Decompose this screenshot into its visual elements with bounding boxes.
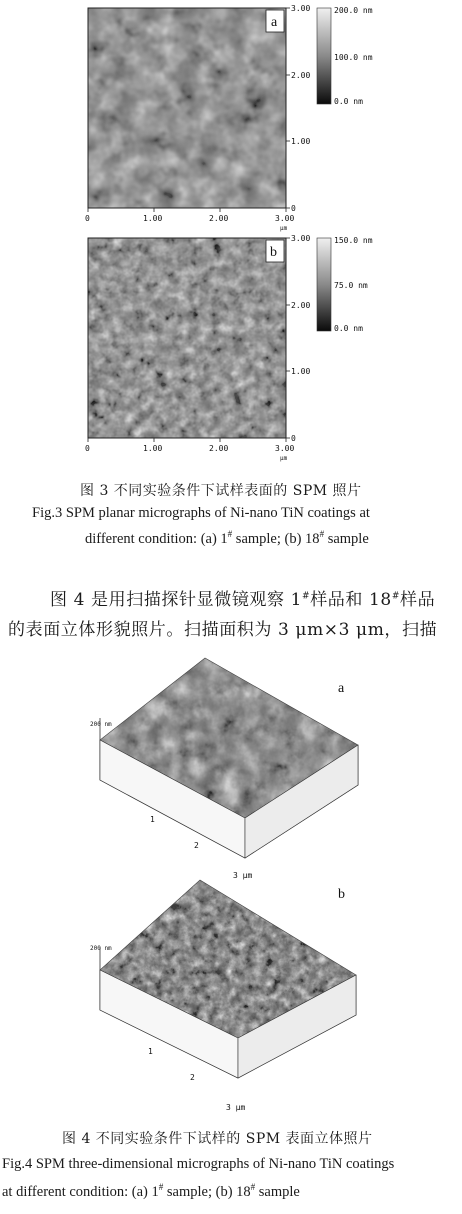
fig3a-y-tick-3: 3.00 [291, 4, 311, 13]
fig4b-axis-tick-1: 1 [148, 1047, 153, 1056]
fig3b-x-tick-3: 3.00 [275, 444, 295, 453]
fig3a-x-tick-0: 0 [85, 214, 90, 223]
fig4a-axis-tick-1: 1 [150, 815, 155, 824]
fig3-graphic [0, 0, 462, 470]
fig4a-axis-tick-2: 2 [194, 841, 199, 850]
fig3b-x-unit: μm [280, 455, 288, 462]
fig3b-texture [88, 238, 286, 438]
fig3a-label: a [271, 15, 278, 30]
fig3b-scale-mid: 75.0 nm [334, 281, 368, 290]
fig3-panel-a [85, 4, 373, 232]
fig4b-z-label: 200 nm [90, 945, 112, 952]
fig3a-texture [88, 8, 286, 208]
fig3a-y-tick-0: 0 [291, 204, 296, 213]
fig3b-scale-min: 0.0 nm [334, 324, 363, 333]
fig3b-x-tick-1: 1.00 [143, 444, 163, 453]
fig3b-label: b [270, 245, 277, 260]
fig3b-y-tick-2: 2.00 [291, 301, 311, 310]
fig4a-axis-tick-3: 3 μm [233, 871, 253, 880]
fig3b-x-tick-0: 0 [85, 444, 90, 453]
fig3b-x-tick-2: 2.00 [209, 444, 229, 453]
fig4b-axis-tick-2: 2 [190, 1073, 195, 1082]
fig3b-scale-max: 150.0 nm [334, 236, 373, 245]
fig3a-scale-min: 0.0 nm [334, 97, 363, 106]
fig4-graphic [0, 640, 462, 1120]
fig4-caption-zh: 图 4 不同实验条件下试样的 SPM 表面立体照片 [62, 1131, 373, 1147]
fig4-caption-en-line1: Fig.4 SPM three-dimensional micrographs of Ni-nano TiN coatings [2, 1156, 395, 1172]
fig3a-y-tick-1: 1.00 [291, 137, 311, 146]
fig3b-color-scale [317, 238, 331, 331]
fig4-caption-en-line2: at different condition: (a) 1# sample; (b) 18# sample [2, 1182, 300, 1200]
fig3-caption-zh: 图 3 不同实验条件下试样表面的 SPM 照片 [80, 483, 362, 499]
fig4b-axis-tick-3: 3 μm [226, 1103, 246, 1112]
fig3a-x-tick-1: 1.00 [143, 214, 163, 223]
fig3-caption-en-line1: Fig.3 SPM planar micrographs of Ni-nano TiN coatings at [32, 505, 370, 521]
fig4a-label: a [338, 681, 345, 696]
fig3a-x-tick-3: 3.00 [275, 214, 295, 223]
fig3a-y-tick-2: 2.00 [291, 71, 311, 80]
body-text-line2: 的表面立体形貌照片。扫描面积为 3 μm×3 μm，扫描 [8, 620, 438, 640]
fig3-caption-en-line2: different condition: (a) 1# sample; (b) 18# sample [85, 529, 369, 547]
fig3a-x-tick-2: 2.00 [209, 214, 229, 223]
body-text-line1: 图 4 是用扫描探针显微镜观察 1#样品和 18#样品 [50, 590, 436, 610]
fig3b-y-tick-3: 3.00 [291, 234, 311, 243]
fig3a-x-unit: μm [280, 225, 288, 232]
fig4-panel-b [90, 875, 365, 1112]
fig3a-color-scale [317, 8, 331, 104]
fig4-panel-a [90, 650, 365, 880]
fig3b-y-tick-0: 0 [291, 434, 296, 443]
fig4a-z-label: 200 nm [90, 721, 112, 728]
fig3-panel-b [85, 234, 373, 462]
fig3a-scale-max: 200.0 nm [334, 6, 373, 15]
fig3a-scale-mid: 100.0 nm [334, 53, 373, 62]
fig3b-y-tick-1: 1.00 [291, 367, 311, 376]
fig4b-label: b [338, 887, 345, 902]
